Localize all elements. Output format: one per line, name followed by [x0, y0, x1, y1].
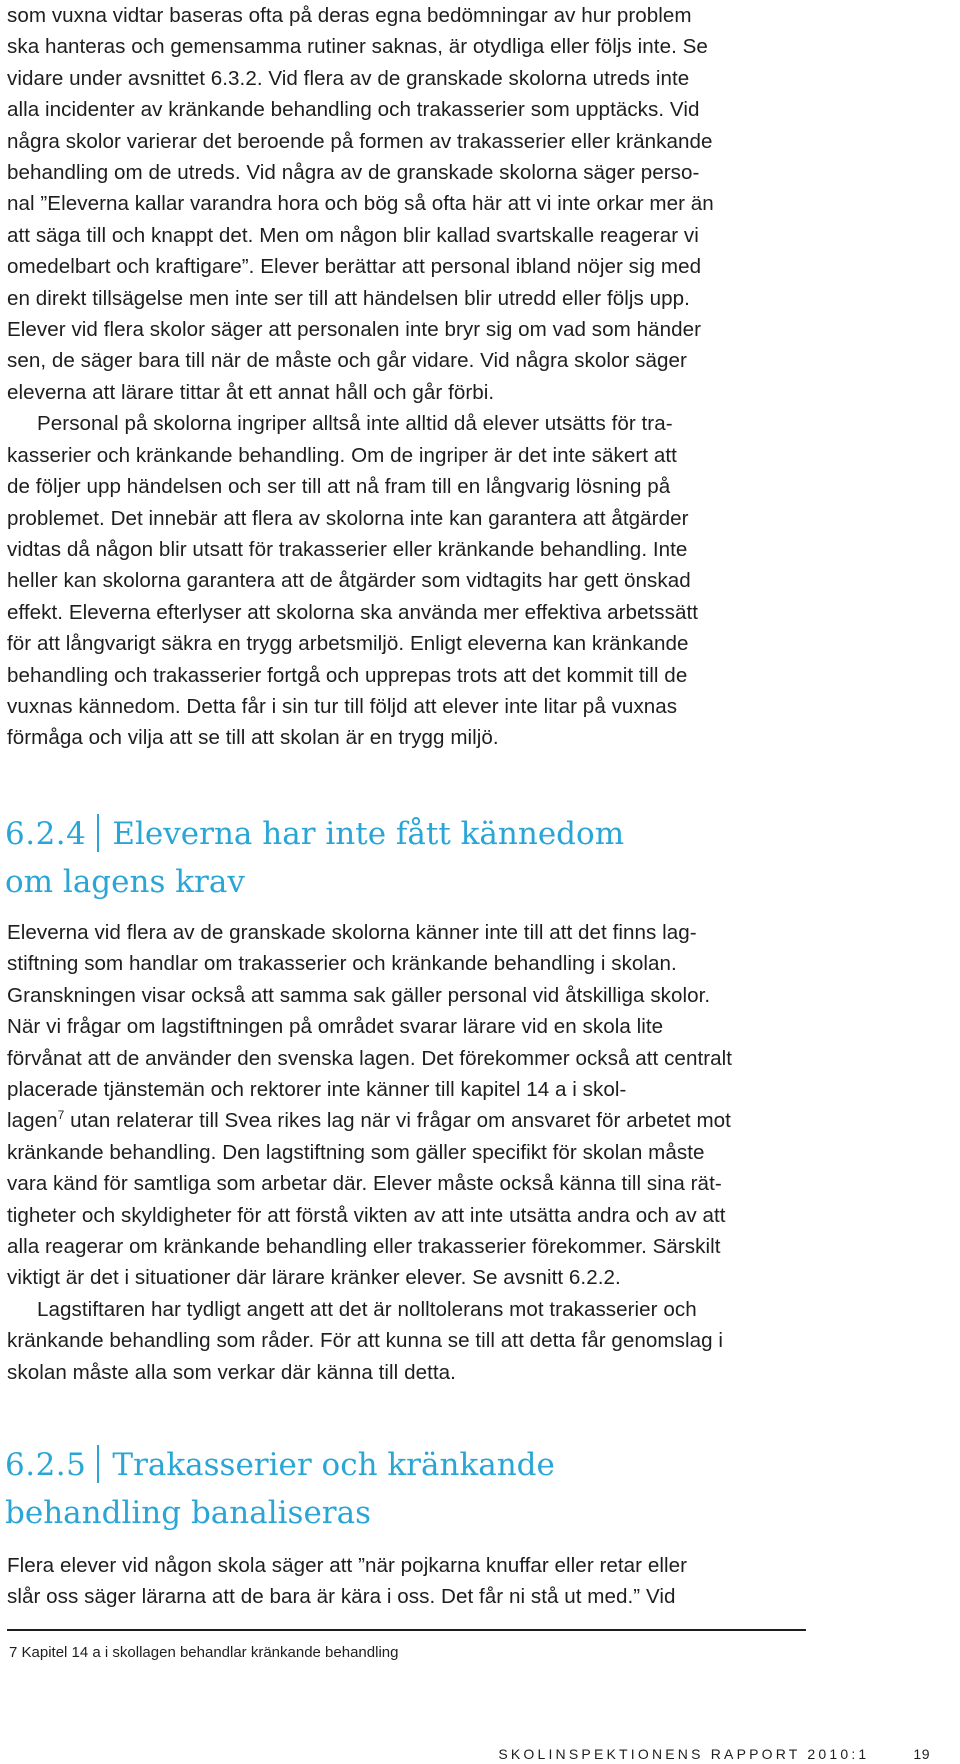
text-line: omedelbart och kraftigare”. Elever berättar att personal ibland nöjer sig med	[7, 255, 702, 279]
text-line: heller kan skolorna garantera att de åtgärder som vidtagits har gett önskad	[7, 569, 691, 593]
body-text-section-3	[7, 1550, 807, 1613]
text-line: vidare under avsnittet 6.3.2. Vid flera av de granskade skolorna utreds inte	[7, 66, 690, 90]
text-line: kränkande behandling. Den lagstiftning som gäller specifikt för skolan måste	[7, 1140, 705, 1164]
section-heading-6-2-4	[5, 810, 805, 906]
text-line: alla reagerar om kränkande behandling eller trakasserier förekommer. Särskilt	[7, 1235, 721, 1259]
text-fragment: utan relaterar till Svea rikes lag när vi frågar om ansvaret för arbetet mot	[64, 1109, 731, 1133]
text-line: eleverna att lärare tittar åt ett annat håll och går förbi.	[7, 380, 495, 404]
text-line: förvånat att de använder den svenska lagen. Det förekommer också att centralt	[7, 1046, 733, 1070]
text-line: vidtas då någon blir utsatt för trakasserier eller kränkande behandling. Inte	[7, 537, 688, 561]
text-line: slår oss säger lärarna att de bara är kära i oss. Det får ni stå ut med.” Vid	[7, 1585, 676, 1609]
page-footer	[498, 1746, 930, 1762]
body-text-section-2	[7, 917, 807, 1388]
text-line: behandling och trakasserier fortgå och upprepas trots att det kommit till de	[7, 663, 688, 687]
text-line: de följer upp händelsen och ser till att nå fram till en långvarig lösning på	[7, 475, 671, 499]
text-line: förmåga och vilja att se till att skolan är en trygg miljö.	[7, 726, 499, 750]
text-line: Personal på skolorna ingriper alltså inte alltid då elever utsätts för tra-	[37, 412, 673, 436]
heading-title-line-2: behandling banaliseras	[5, 1495, 372, 1531]
heading-number: 6.2.5	[5, 1447, 87, 1483]
text-line: att säga till och knappt det. Men om någon blir kallad svartskalle reagerar vi	[7, 223, 699, 247]
footnote-reference[interactable]: 7	[57, 1108, 65, 1123]
text-line: som vuxna vidtar baseras ofta på deras egna bedömningar av hur problem	[7, 4, 692, 27]
text-line: vuxnas kännedom. Detta får i sin tur till följd att elever inte litar på vuxnas	[7, 694, 678, 718]
text-line: viktigt är det i situationer där lärare kränker elever. Se avsnitt 6.2.2.	[7, 1266, 621, 1290]
text-line: ska hanteras och gemensamma rutiner saknas, är otydliga eller följs inte. Se	[7, 35, 708, 59]
body-text-section-1	[7, 0, 807, 754]
text-line: några skolor varierar det beroende på formen av trakasserier eller kränkande	[7, 129, 713, 153]
text-line-with-footnote	[7, 1105, 807, 1136]
text-line: Eleverna vid flera av de granskade skolorna känner inte till att det finns lag-	[7, 921, 697, 944]
text-line: Lagstiftaren har tydligt angett att det är nolltolerans mot trakasserier och	[37, 1297, 697, 1321]
text-fragment: lagen	[7, 1109, 58, 1133]
text-line: Elever vid flera skolor säger att personalen inte bryr sig om vad som händer	[7, 318, 702, 342]
text-line: nal ”Eleverna kallar varandra hora och bög så ofta här att vi inte orkar mer än	[7, 192, 714, 216]
text-line: stiftning som handlar om trakasserier och kränkande behandling i skolan.	[7, 952, 677, 976]
heading-divider	[97, 1445, 99, 1483]
text-line: Granskningen visar också att samma sak gäller personal vid åtskilliga skolor.	[7, 983, 711, 1007]
text-line: en direkt tillsägelse men inte ser till att händelsen blir utredd eller följs upp.	[7, 286, 690, 310]
heading-title: Trakasserier och kränkande	[112, 1447, 555, 1483]
footnote-separator	[7, 1629, 806, 1631]
text-line: behandling om de utreds. Vid några av de granskade skolorna säger perso-	[7, 161, 700, 185]
text-line: vara känd för samtliga som arbetar där. Elever måste också känna till sina rät-	[7, 1172, 722, 1196]
heading-title-line-2: om lagens krav	[5, 864, 245, 900]
heading-title: Eleverna har inte fått kännedom	[112, 816, 625, 852]
text-line: När vi frågar om lagstiftningen på området svarar lärare vid en skola lite	[7, 1015, 664, 1039]
text-line: tigheter och skyldigheter för att förstå vikten av att inte utsätta andra och av att	[7, 1203, 726, 1227]
footnote: 7 Kapitel 14 a i skollagen behandlar kränkande behandling	[9, 1644, 399, 1661]
page-number: 19	[913, 1746, 930, 1762]
heading-divider	[97, 814, 99, 852]
heading-number: 6.2.4	[5, 816, 87, 852]
text-line: kränkande behandling som råder. För att kunna se till att detta får genomslag i	[7, 1329, 723, 1353]
text-line: alla incidenter av kränkande behandling och trakasserier som upptäcks. Vid	[7, 98, 700, 122]
section-heading-6-2-5	[5, 1441, 805, 1537]
report-title: SKOLINSPEKTIONENS RAPPORT 2010:1	[498, 1746, 870, 1762]
text-line: för att långvarigt säkra en trygg arbetsmiljö. Enligt eleverna kan kränkande	[7, 632, 689, 656]
text-line: Flera elever vid någon skola säger att ”när pojkarna knuffar eller retar eller	[7, 1554, 688, 1577]
text-line: problemet. Det innebär att flera av skolorna inte kan garantera att åtgärder	[7, 506, 689, 530]
text-line: placerade tjänstemän och rektorer inte känner till kapitel 14 a i skol-	[7, 1078, 627, 1102]
text-line: effekt. Eleverna efterlyser att skolorna ska använda mer effektiva arbetssätt	[7, 600, 699, 624]
text-line: sen, de säger bara till när de måste och går vidare. Vid några skolor säger	[7, 349, 687, 373]
text-line: kasserier och kränkande behandling. Om de ingriper är det inte säkert att	[7, 443, 677, 467]
text-line: skolan måste alla som verkar där känna till detta.	[7, 1360, 456, 1384]
